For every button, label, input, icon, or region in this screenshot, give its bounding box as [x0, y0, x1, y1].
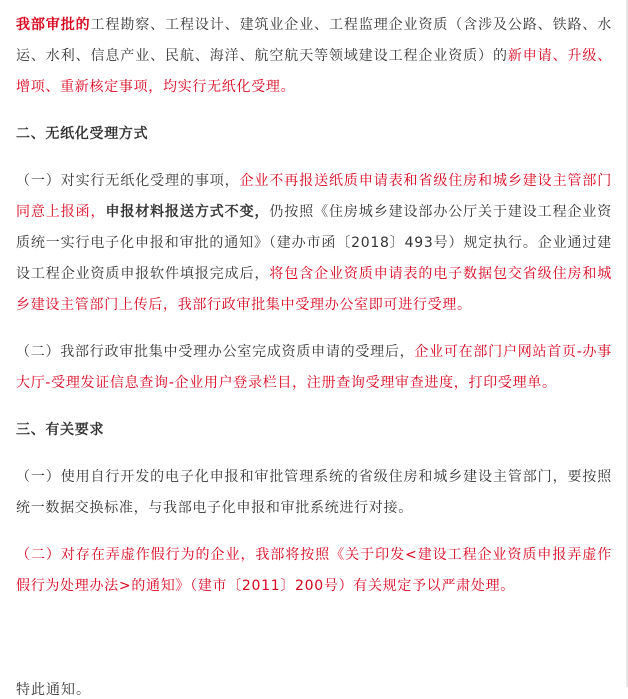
- highlight-span: 企业不再报送纸质申请表和省级住房和城乡建设主管部门同意上报函，: [16, 173, 612, 220]
- section2-heading: 二、无纸化受理方式: [16, 126, 149, 142]
- highlight-span: 对存在弄虚作假行为的企业，我部将按照《关于印发<建设工程企业资质申报弄虚作假行为处理办法>的通知》（建市〔2011〕200号）有关规定予以严肃处理。: [16, 547, 612, 594]
- section2-paragraph-1: [16, 166, 612, 321]
- intro-paragraph: [16, 10, 612, 103]
- section3-paragraph-2: [16, 540, 612, 602]
- text-span: （二）: [16, 547, 61, 563]
- text-span: （二）我部行政审批集中受理办公室完成资质申请的受理后，: [16, 344, 415, 360]
- section3-paragraph-1: （一）使用自行开发的电子化申报和审批管理系统的省级住房和城乡建设主管部门，要按照统一数据交换标准，与我部电子化申报和审批系统进行对接。: [16, 469, 612, 516]
- highlight-span: 企业可在部门户网站首页-办事大厅-受理发证信息查询-企业用户登录栏目，注册查询受理审查进度，打印受理单。: [16, 344, 612, 391]
- bold-span: 申报材料报送方式不变，: [105, 204, 270, 220]
- cutoff-line: 特此通知。: [16, 682, 91, 698]
- highlight-span: 将包含企业资质申请表的电子数据包交省级住房和城乡建设主管部门上传后，我部行政审批集中受理办公室即可进行受理。: [16, 266, 612, 313]
- intro-lead: 我部审批的: [16, 17, 91, 33]
- intro-scope: 工程勘察、工程设计、建筑业企业、工程监理企业资质（含涉及公路、铁路、水运、水利、信息产业、民航、海洋、航空航天等领域建设工程企业资质）的: [16, 17, 613, 64]
- article-body: [16, 10, 612, 602]
- intro-highlight: 新申请、升级、增项、重新核定事项，均实行无纸化受理。: [16, 48, 612, 95]
- text-span: 仍按照《住房城乡建设部办公厅关于建设工程企业资质统一实行电子化申报和审批的通知》（建办市函〔2018〕493号）规定执行。企业通过建设工程企业资质申报软件填报完成后，: [16, 204, 612, 282]
- text-span: （一）对实行无纸化受理的事项，: [16, 173, 240, 189]
- section3-heading: 三、有关要求: [16, 422, 105, 438]
- section2-paragraph-2: [16, 337, 612, 399]
